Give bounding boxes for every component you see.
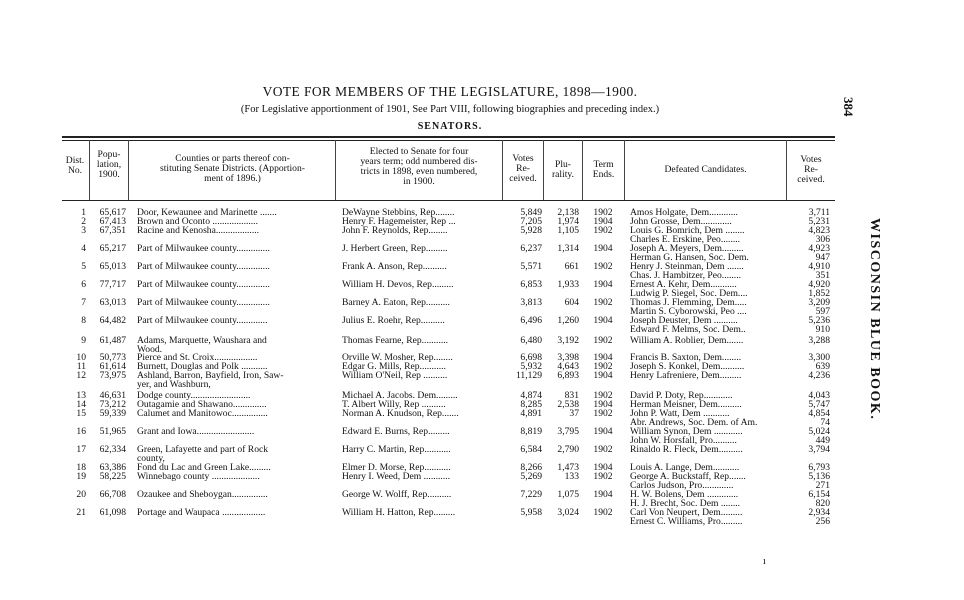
district-number: 21 — [76, 507, 86, 518]
defeated-candidate: H. J. Brecht, Soc. Dem ........ — [630, 498, 741, 509]
elected-senator: Michael A. Jacobs. Dem......... — [342, 390, 458, 401]
defeated-votes: 5,136 — [808, 471, 830, 482]
counties: Green, Lafayette and part of Rock — [137, 444, 269, 455]
elected-senator: T. Albert Willy, Rep .......... — [342, 399, 446, 410]
defeated-votes: 639 — [815, 361, 830, 372]
defeated-candidate: Joseph Deuster, Dem .......... — [630, 315, 738, 326]
term-ends: 1904 — [593, 370, 613, 381]
term-ends: 1902 — [593, 444, 613, 455]
defeated-candidate: George A. Buckstaff, Rep....... — [630, 471, 746, 482]
defeated-candidate: Henry Lafreniere, Dem......... — [630, 370, 742, 381]
defeated-votes: 910 — [815, 324, 830, 335]
counties: yer, and Washburn, — [137, 379, 211, 390]
defeated-votes: 351 — [815, 270, 830, 281]
district-number: 10 — [76, 352, 86, 363]
district-number: 5 — [81, 261, 86, 272]
counties: Part of Milwaukee county.............. — [137, 297, 270, 308]
elected-senator: William H. Hatton, Rep......... — [342, 507, 456, 518]
population: 62,334 — [99, 444, 126, 455]
district-number: 2 — [81, 216, 86, 227]
counties: Burnett, Douglas and Polk ........... — [137, 361, 268, 372]
population: 59,339 — [99, 408, 126, 419]
defeated-votes: 4,236 — [808, 370, 830, 381]
header-term: Term Ends. — [592, 159, 615, 180]
defeated-votes: 4,823 — [808, 225, 830, 236]
defeated-votes: 597 — [815, 306, 830, 317]
counties: Dodge county......................... — [137, 390, 251, 401]
population: 73,212 — [99, 399, 126, 410]
defeated-votes: 4,923 — [808, 243, 830, 254]
term-ends: 1902 — [593, 207, 613, 218]
plurality: 3,024 — [557, 507, 579, 518]
plurality: 1,075 — [557, 489, 579, 500]
elected-senator: Edward E. Burns, Rep......... — [342, 426, 450, 437]
header-elected: Elected to Senate for four years term; odd numbered dis- tricts in 1898, even numbered, in 1900. — [360, 146, 478, 187]
defeated-votes: 947 — [815, 252, 830, 263]
header-defeated-votes: Votes Re- ceived. — [797, 154, 825, 185]
plurality: 6,893 — [557, 370, 579, 381]
table-row — [0, 379, 964, 390]
defeated-candidate: Carl Von Neupert, Dem......... — [630, 507, 743, 518]
district-number: 18 — [76, 462, 86, 473]
population: 50,773 — [99, 352, 126, 363]
term-ends: 1904 — [593, 426, 613, 437]
district-number: 9 — [81, 335, 86, 346]
population: 58,225 — [99, 471, 126, 482]
district-number: 14 — [76, 399, 86, 410]
elected-senator: George W. Wolff, Rep.......... — [342, 489, 452, 500]
elected-senator: Frank A. Anson, Rep.......... — [342, 261, 447, 272]
elected-senator: Elmer D. Morse, Rep........... — [342, 462, 451, 473]
defeated-candidate: Thomas J. Flemming, Dem..... — [630, 297, 747, 308]
term-ends: 1904 — [593, 462, 613, 473]
votes-received: 8,819 — [520, 426, 542, 437]
term-ends: 1904 — [593, 279, 613, 290]
defeated-votes: 4,910 — [808, 261, 830, 272]
defeated-candidate: Henry J. Steinman, Dem ....... — [630, 261, 744, 272]
defeated-votes: 5,231 — [808, 216, 830, 227]
counties: Part of Milwaukee county............. — [137, 315, 268, 326]
population: 61,614 — [99, 361, 126, 372]
defeated-candidate: Chas. J. Hambitzer, Peo........ — [630, 270, 741, 281]
header-dist: Dist. No. — [65, 155, 85, 176]
defeated-candidate: Edward F. Melms, Soc. Dem.. — [630, 324, 746, 335]
votes-received: 8,285 — [520, 399, 542, 410]
plurality: 4,643 — [557, 361, 579, 372]
plurality: 3,192 — [557, 335, 579, 346]
defeated-votes: 5,024 — [808, 426, 830, 437]
defeated-votes: 3,794 — [808, 444, 830, 455]
elected-senator: Julius E. Roehr, Rep.......... — [342, 315, 445, 326]
counties: Part of Milwaukee county.............. — [137, 279, 270, 290]
term-ends: 1904 — [593, 489, 613, 500]
votes-received: 3,813 — [520, 297, 542, 308]
defeated-votes: 449 — [815, 435, 830, 446]
plurality: 37 — [569, 408, 579, 419]
district-number: 1 — [81, 207, 86, 218]
votes-received: 4,891 — [520, 408, 542, 419]
term-ends: 1902 — [593, 471, 613, 482]
term-ends: 1902 — [593, 335, 613, 346]
counties: Pierce and St. Croix.................. — [137, 352, 258, 363]
population: 73,975 — [99, 370, 126, 381]
column-divider — [128, 140, 129, 200]
counties: Adams, Marquette, Waushara and — [137, 335, 267, 346]
defeated-candidate: Charles E. Erskine, Peo........ — [630, 234, 741, 245]
defeated-votes: 4,043 — [808, 390, 830, 401]
plurality: 2,790 — [557, 444, 579, 455]
district-number: 8 — [81, 315, 86, 326]
population: 65,013 — [99, 261, 126, 272]
defeated-candidate: Ernest A. Kehr, Dem........... — [630, 279, 737, 290]
elected-senator: William O'Neil, Rep .......... — [342, 370, 448, 381]
counties: Fond du Lac and Green Lake......... — [137, 462, 271, 473]
district-number: 19 — [76, 471, 86, 482]
population: 51,965 — [99, 426, 126, 437]
counties: Grant and Iowa........................ — [137, 426, 255, 437]
district-number: 12 — [76, 370, 86, 381]
elected-senator: Henry I. Weed, Dem ........... — [342, 471, 451, 482]
defeated-votes: 6,793 — [808, 462, 830, 473]
defeated-votes: 4,854 — [808, 408, 830, 419]
district-number: 13 — [76, 390, 86, 401]
plurality: 1,473 — [557, 462, 579, 473]
defeated-candidate: Joseph S. Konkel, Dem.......... — [630, 361, 745, 372]
votes-received: 5,269 — [520, 471, 542, 482]
term-ends: 1902 — [593, 261, 613, 272]
population: 61,487 — [99, 335, 126, 346]
term-ends: 1904 — [593, 352, 613, 363]
counties: Calumet and Manitowoc............... — [137, 408, 268, 419]
population: 63,013 — [99, 297, 126, 308]
votes-received: 6,496 — [520, 315, 542, 326]
defeated-votes: 6,154 — [808, 489, 830, 500]
header-defeated: Defeated Candidates. — [664, 164, 747, 175]
defeated-candidate: Ludwig P. Siegel, Soc. Dem.... — [630, 288, 748, 299]
elected-senator: Norman A. Knudson, Rep....... — [342, 408, 459, 419]
counties: Brown and Oconto ................... — [137, 216, 258, 227]
top-rule-thin — [62, 140, 835, 141]
votes-received: 6,853 — [520, 279, 542, 290]
header-rule — [62, 200, 835, 201]
defeated-votes: 4,920 — [808, 279, 830, 290]
plurality: 133 — [564, 471, 579, 482]
elected-senator: J. Herbert Green, Rep......... — [342, 243, 448, 254]
term-ends: 1904 — [593, 315, 613, 326]
defeated-candidate: John Grosse, Dem............. — [630, 216, 732, 227]
defeated-votes: 1,852 — [808, 288, 830, 299]
defeated-candidate: H. W. Bolens, Dem ............. — [630, 489, 739, 500]
defeated-candidate: Rinaldo R. Fleck, Dem.......... — [630, 444, 743, 455]
district-number: 20 — [76, 489, 86, 500]
plurality: 2,138 — [557, 207, 579, 218]
plurality: 831 — [564, 390, 579, 401]
elected-senator: Orville W. Mosher, Rep........ — [342, 352, 453, 363]
table-row — [0, 516, 964, 527]
counties: Wood. — [137, 344, 163, 355]
counties: Winnebago county .................... — [137, 471, 260, 482]
plurality: 1,314 — [557, 243, 579, 254]
term-ends: 1902 — [593, 408, 613, 419]
district-number: 6 — [81, 279, 86, 290]
defeated-candidate: Francis B. Saxton, Dem........ — [630, 352, 742, 363]
population: 64,482 — [99, 315, 126, 326]
plurality: 1,260 — [557, 315, 579, 326]
page-number: 384 — [841, 97, 856, 117]
counties: county, — [137, 453, 165, 464]
term-ends: 1902 — [593, 297, 613, 308]
votes-received: 6,584 — [520, 444, 542, 455]
elected-senator: Thomas Fearne, Rep........... — [342, 335, 449, 346]
defeated-candidate: Louis A. Lange, Dem........... — [630, 462, 740, 473]
defeated-votes: 74 — [820, 417, 830, 428]
top-rule — [62, 136, 835, 138]
counties: Part of Milwaukee county.............. — [137, 243, 270, 254]
running-head: WISCONSIN BLUE BOOK. — [867, 218, 882, 421]
votes-received: 11,129 — [515, 370, 542, 381]
defeated-candidate: John P. Watt, Dem ........... — [630, 408, 730, 419]
district-number: 4 — [81, 243, 86, 254]
header-population: Popu- lation, 1900. — [96, 149, 122, 180]
population: 67,413 — [99, 216, 126, 227]
defeated-votes: 3,300 — [808, 352, 830, 363]
elected-senator: William H. Devos, Rep......... — [342, 279, 454, 290]
counties: Part of Milwaukee county.............. — [137, 261, 270, 272]
term-ends: 1904 — [593, 243, 613, 254]
plurality: 1,933 — [557, 279, 579, 290]
defeated-candidate: Joseph A. Meyers, Dem......... — [630, 243, 744, 254]
district-number: 3 — [81, 225, 86, 236]
population: 46,631 — [99, 390, 126, 401]
term-ends: 1904 — [593, 216, 613, 227]
plurality: 1,105 — [557, 225, 579, 236]
page-subtitle: (For Legislative apportionment of 1901, See Part VIII, following biographies and preceding index.) — [240, 104, 660, 115]
elected-senator: Barney A. Eaton, Rep.......... — [342, 297, 450, 308]
defeated-candidate: Ernest C. Williams, Pro......... — [630, 516, 743, 527]
votes-received: 4,874 — [520, 390, 542, 401]
defeated-candidate: William A. Roblier, Dem....... — [630, 335, 744, 346]
population: 65,617 — [99, 207, 126, 218]
plurality: 3,398 — [557, 352, 579, 363]
votes-received: 5,958 — [520, 507, 542, 518]
defeated-candidate: Herman Meisner, Dem.......... — [630, 399, 742, 410]
counties: Ozaukee and Sheboygan............... — [137, 489, 268, 500]
counties: Ashland, Barron, Bayfield, Iron, Saw- — [137, 370, 284, 381]
votes-received: 7,205 — [520, 216, 542, 227]
defeated-votes: 3,288 — [808, 335, 830, 346]
population: 67,351 — [99, 225, 126, 236]
defeated-votes: 5,236 — [808, 315, 830, 326]
term-ends: 1902 — [593, 225, 613, 236]
defeated-votes: 820 — [815, 498, 830, 509]
term-ends: 1902 — [593, 361, 613, 372]
counties: Outagamie and Shawano.............. — [137, 399, 267, 410]
defeated-votes: 271 — [815, 480, 830, 491]
term-ends: 1902 — [593, 507, 613, 518]
votes-received: 6,698 — [520, 352, 542, 363]
table-row — [0, 324, 964, 335]
defeated-candidate: Louis G. Bomrich, Dem ........ — [630, 225, 745, 236]
elected-senator: Edgar G. Mills, Rep........... — [342, 361, 446, 372]
elected-senator: Henry F. Hagemeister, Rep ... — [342, 216, 456, 227]
votes-received: 7,229 — [520, 489, 542, 500]
term-ends: 1904 — [593, 399, 613, 410]
population: 77,717 — [99, 279, 126, 290]
votes-received: 8,266 — [520, 462, 542, 473]
plurality: 661 — [564, 261, 579, 272]
document-page: VOTE FOR MEMBERS OF THE LEGISLATURE, 1898—1900. (For Legislative apportionment of 1901, See Part VIII, following biographies and preceding index.) SENATORS. 384 WISCONSIN BLUE BOOK. Dist. No. Popu- lation, 1900. Counties or parts thereof con- stituting Senate Districts. (Apportion- ment of 1896.) Elected to Senate for four years term; odd numbered dis- tricts in 1898, even numbered, in 1900. Votes Re- ceived. Plu- rality. Term Ends. Defeated Candidates. Votes Re- ceived. 1 65,617 Door, Kewaunee and Marinette ....... DeWayne Stebbins, Rep........ 5,849 2,138 1902 Amos Holgate, Dem............ 3,711 2 67,413 Brown and Oconto ................... Henry F. Hagemeister, Rep ... 7,205 1,974 1904 John Grosse, Dem............. 5,231 3 67,351 Racine and Kenosha.................. John F. Reynolds, Rep........ 5,928 1,105 1902 Louis G. Bomrich, Dem ........ 4,823 Charles E. Erskine, Peo........ 306 4 65,217 Part of Milwaukee county.............. J. Herbert Green, Rep......... 6,237 1,314 1904 Joseph A. Meyers, Dem......... 4,923 Herman G. Hansen, Soc. Dem. 947 5 65,013 Part of Milwaukee county.............. Frank A. Anson, Rep.......... 5,571 661 1902 Henry J. Steinman, Dem ....... 4,910 Chas. J. Hambitzer, Peo........ 351 6 77,717 Part of Milwaukee county.............. William H. Devos, Rep......... 6,853 1,933 1904 Ernest A. Kehr, Dem........... 4,920 Ludwig P. Siegel, Soc. Dem.... 1,852 7 63,013 Part of Milwaukee county.............. Barney A. Eaton, Rep.......... 3,813 604 1902 Thomas J. Flemming, Dem..... 3,209 Martin S. Cyborowski, Peo .... 597 8 64,482 Part of Milwaukee county............. Julius E. Roehr, Rep.......... 6,496 1,260 1904 Joseph Deuster, Dem .......... 5,236 Edward F. Melms, Soc. Dem.. 910 9 61,487 Adams, Marquette, Waushara and Thomas Fearne, Rep........... 6,480 3,192 1902 William A. Roblier, Dem....... 3,288 Wood. 10 50,773 Pierce and St. Croix.................. Orville W. Mosher, Rep........ 6,698 3,398 1904 Francis B. Saxton, Dem........ 3,300 11 61,614 Burnett, Douglas and Polk ........... Edgar G. Mills, Rep........... 5,932 4,643 1902 Joseph S. Konkel, Dem.......... 639 12 73,975 Ashland, Barron, Bayfield, Iron, Saw- William O'Neil, Rep .......... 11,129 6,893 1904 Henry Lafreniere, Dem......... 4,236 yer, and Washburn, 13 46,631 Dodge county......................... Michael A. Jacobs. Dem......... 4,874 831 1902 David P. Doty, Rep............ 4,043 14 73,212 Outagamie and Shawano.............. T. Albert Willy, Rep .......... 8,285 2,538 1904 Herman Meisner, Dem.......... 5,747 15 59,339 Calumet and Manitowoc............... Norman A. Knudson, Rep....... 4,891 37 1902 John P. Watt, Dem ........... 4,854 Abr. Andrews, Soc. Dem. of Am. 74 16 51,965 Grant and Iowa........................ Edward E. Burns, Rep......... 8,819 3,795 1904 William Synon, Dem ............ 5,024 John W. Horsfall, Pro.......... 449 17 62,334 Green, Lafayette and part of Rock Harry C. Martin, Rep........... 6,584 2,790 1902 Rinaldo R. Fleck, Dem.......... 3,794 county, 18 63,386 Fond du Lac and Green Lake......... Elmer D. Morse, Rep........... 8,266 1,473 1904 Louis A. Lange, Dem........... 6,793 19 58,225 Winnebago county .................... Henry I. Weed, Dem ........... 5,269 133 1902 George A. Buckstaff, Rep....... 5,136 Carlos Judson, Pro............. 271 20 66,708 Ozaukee and Sheboygan............... George W. Wolff, Rep.......... 7,229 1,075 1904 H. W. Bolens, Dem ............. 6,154 H. J. Brecht, Soc. Dem ........ 820 21 61,098 Portage and Waupaca .................. William H. Hatton, Rep......... 5,958 3,024 1902 Carl Von Neupert, Dem......... 2,934 Ernest C. Williams, Pro......... 256 ı — [0, 0, 964, 600]
defeated-candidate: Herman G. Hansen, Soc. Dem. — [630, 252, 749, 263]
defeated-candidate: David P. Doty, Rep............ — [630, 390, 733, 401]
elected-senator: John F. Reynolds, Rep........ — [342, 225, 448, 236]
plurality: 604 — [564, 297, 579, 308]
defeated-candidate: Amos Holgate, Dem............ — [630, 207, 738, 218]
header-votes: Votes Re- ceived. — [509, 153, 537, 184]
header-plurality: Plu- rality. — [551, 159, 575, 180]
defeated-candidate: Martin S. Cyborowski, Peo .... — [630, 306, 747, 317]
page-title: VOTE FOR MEMBERS OF THE LEGISLATURE, 1898—1900. — [262, 84, 638, 99]
defeated-candidate: John W. Horsfall, Pro.......... — [630, 435, 737, 446]
votes-received: 5,571 — [520, 261, 542, 272]
counties: Racine and Kenosha.................. — [137, 225, 260, 236]
elected-senator: DeWayne Stebbins, Rep........ — [342, 207, 455, 218]
section-heading: SENATORS. — [417, 121, 483, 132]
population: 66,708 — [99, 489, 126, 500]
defeated-votes: 2,934 — [808, 507, 830, 518]
defeated-votes: 256 — [815, 516, 830, 527]
defeated-candidate: William Synon, Dem ............ — [630, 426, 743, 437]
defeated-votes: 5,747 — [808, 399, 830, 410]
district-number: 15 — [76, 408, 86, 419]
header-counties: Counties or parts thereof con- stituting Senate Districts. (Apportion- ment of 1896.) — [160, 153, 305, 184]
plurality: 2,538 — [557, 399, 579, 410]
votes-received: 6,480 — [520, 335, 542, 346]
defeated-candidate: Carlos Judson, Pro............. — [630, 480, 734, 491]
counties: Door, Kewaunee and Marinette ....... — [137, 207, 277, 218]
votes-received: 5,932 — [520, 361, 542, 372]
defeated-votes: 3,711 — [808, 207, 830, 218]
votes-received: 5,928 — [520, 225, 542, 236]
population: 65,217 — [99, 243, 126, 254]
plurality: 1,974 — [557, 216, 579, 227]
district-number: 17 — [76, 444, 86, 455]
elected-senator: Harry C. Martin, Rep........... — [342, 444, 451, 455]
votes-received: 5,849 — [520, 207, 542, 218]
district-number: 7 — [81, 297, 86, 308]
defeated-votes: 3,209 — [808, 297, 830, 308]
plurality: 3,795 — [557, 426, 579, 437]
district-number: 16 — [76, 426, 86, 437]
counties: Portage and Waupaca .................. — [137, 507, 266, 518]
district-number: 11 — [76, 361, 86, 372]
population: 61,098 — [99, 507, 126, 518]
votes-received: 6,237 — [520, 243, 542, 254]
defeated-votes: 306 — [815, 234, 830, 245]
defeated-candidate: Abr. Andrews, Soc. Dem. of Am. — [630, 417, 758, 428]
population: 63,386 — [99, 462, 126, 473]
term-ends: 1902 — [593, 390, 613, 401]
